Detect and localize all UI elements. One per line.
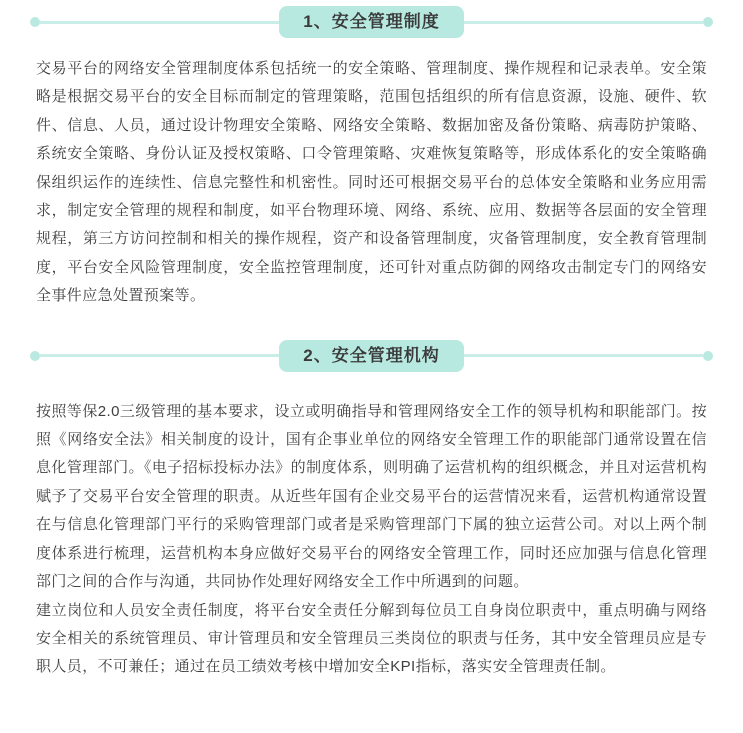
- section-1-title-badge: 1、安全管理制度: [279, 6, 463, 38]
- section-2-header: [30, 339, 713, 373]
- decorative-dot-right-icon: [703, 17, 713, 27]
- decorative-dot-left-icon: [30, 17, 40, 27]
- decorative-dot-left-icon: [30, 351, 40, 361]
- decorative-rule-left: [40, 21, 279, 24]
- decorative-rule-right: [464, 21, 703, 24]
- decorative-rule-left: [40, 354, 279, 357]
- section-2-paragraph-1: 按照等保2.0三级管理的基本要求，设立或明确指导和管理网络安全工作的领导机构和职能部门。按照《网络安全法》相关制度的设计，国有企事业单位的网络安全管理工作的职能部门通常设置在信息化管理部门。《电子招标投标办法》的制度体系，则明确了运营机构的组织概念，并且对运营机构赋予了交易平台安全管理的职责。从近些年国有企业交易平台的运营情况来看，运营机构通常设置在与信息化管理部门平行的采购管理部门或者是采购管理部门下属的独立运营公司。对以上两个制度体系进行梳理，运营机构本身应做好交易平台的网络安全管理工作，同时还应加强与信息化管理部门之间的合作与沟通，共同协作处理好网络安全工作中所遇到的问题。: [36, 402, 707, 591]
- section-2-title-badge: 2、安全管理机构: [279, 340, 463, 372]
- decorative-dot-right-icon: [703, 351, 713, 361]
- section-1-header: [30, 5, 713, 39]
- decorative-rule-right: [464, 354, 703, 357]
- section-2-paragraph-2: 建立岗位和人员安全责任制度，将平台安全责任分解到每位员工自身岗位职责中，重点明确与网络安全相关的系统管理员、审计管理员和安全管理员三类岗位的职责与任务，其中安全管理员应是专职人员，不可兼任；通过在员工绩效考核中增加安全KPI指标，落实安全管理责任制。: [36, 601, 707, 676]
- section-1-paragraph: 交易平台的网络安全管理制度体系包括统一的安全策略、管理制度、操作规程和记录表单。安全策略是根据交易平台的安全目标而制定的管理策略，范围包括组织的所有信息资源，设施、硬件、软件、信息、人员，通过设计物理安全策略、网络安全策略、数据加密及备份策略、病毒防护策略、系统安全策略、身份认证及授权策略、口令管理策略、灾难恢复策略等，形成体系化的安全策略确保组织运作的连续性、信息完整性和机密性。同时还可根据交易平台的总体安全策略和业务应用需求，制定安全管理的规程和制度，如平台物理环境、网络、系统、应用、数据等各层面的安全管理规程，第三方访问控制和相关的操作规程，资产和设备管理制度，灾备管理制度，安全教育管理制度，平台安全风险管理制度，安全监控管理制度，还可针对重点防御的网络攻击制定专门的网络安全事件应急处置预案等。: [36, 60, 707, 305]
